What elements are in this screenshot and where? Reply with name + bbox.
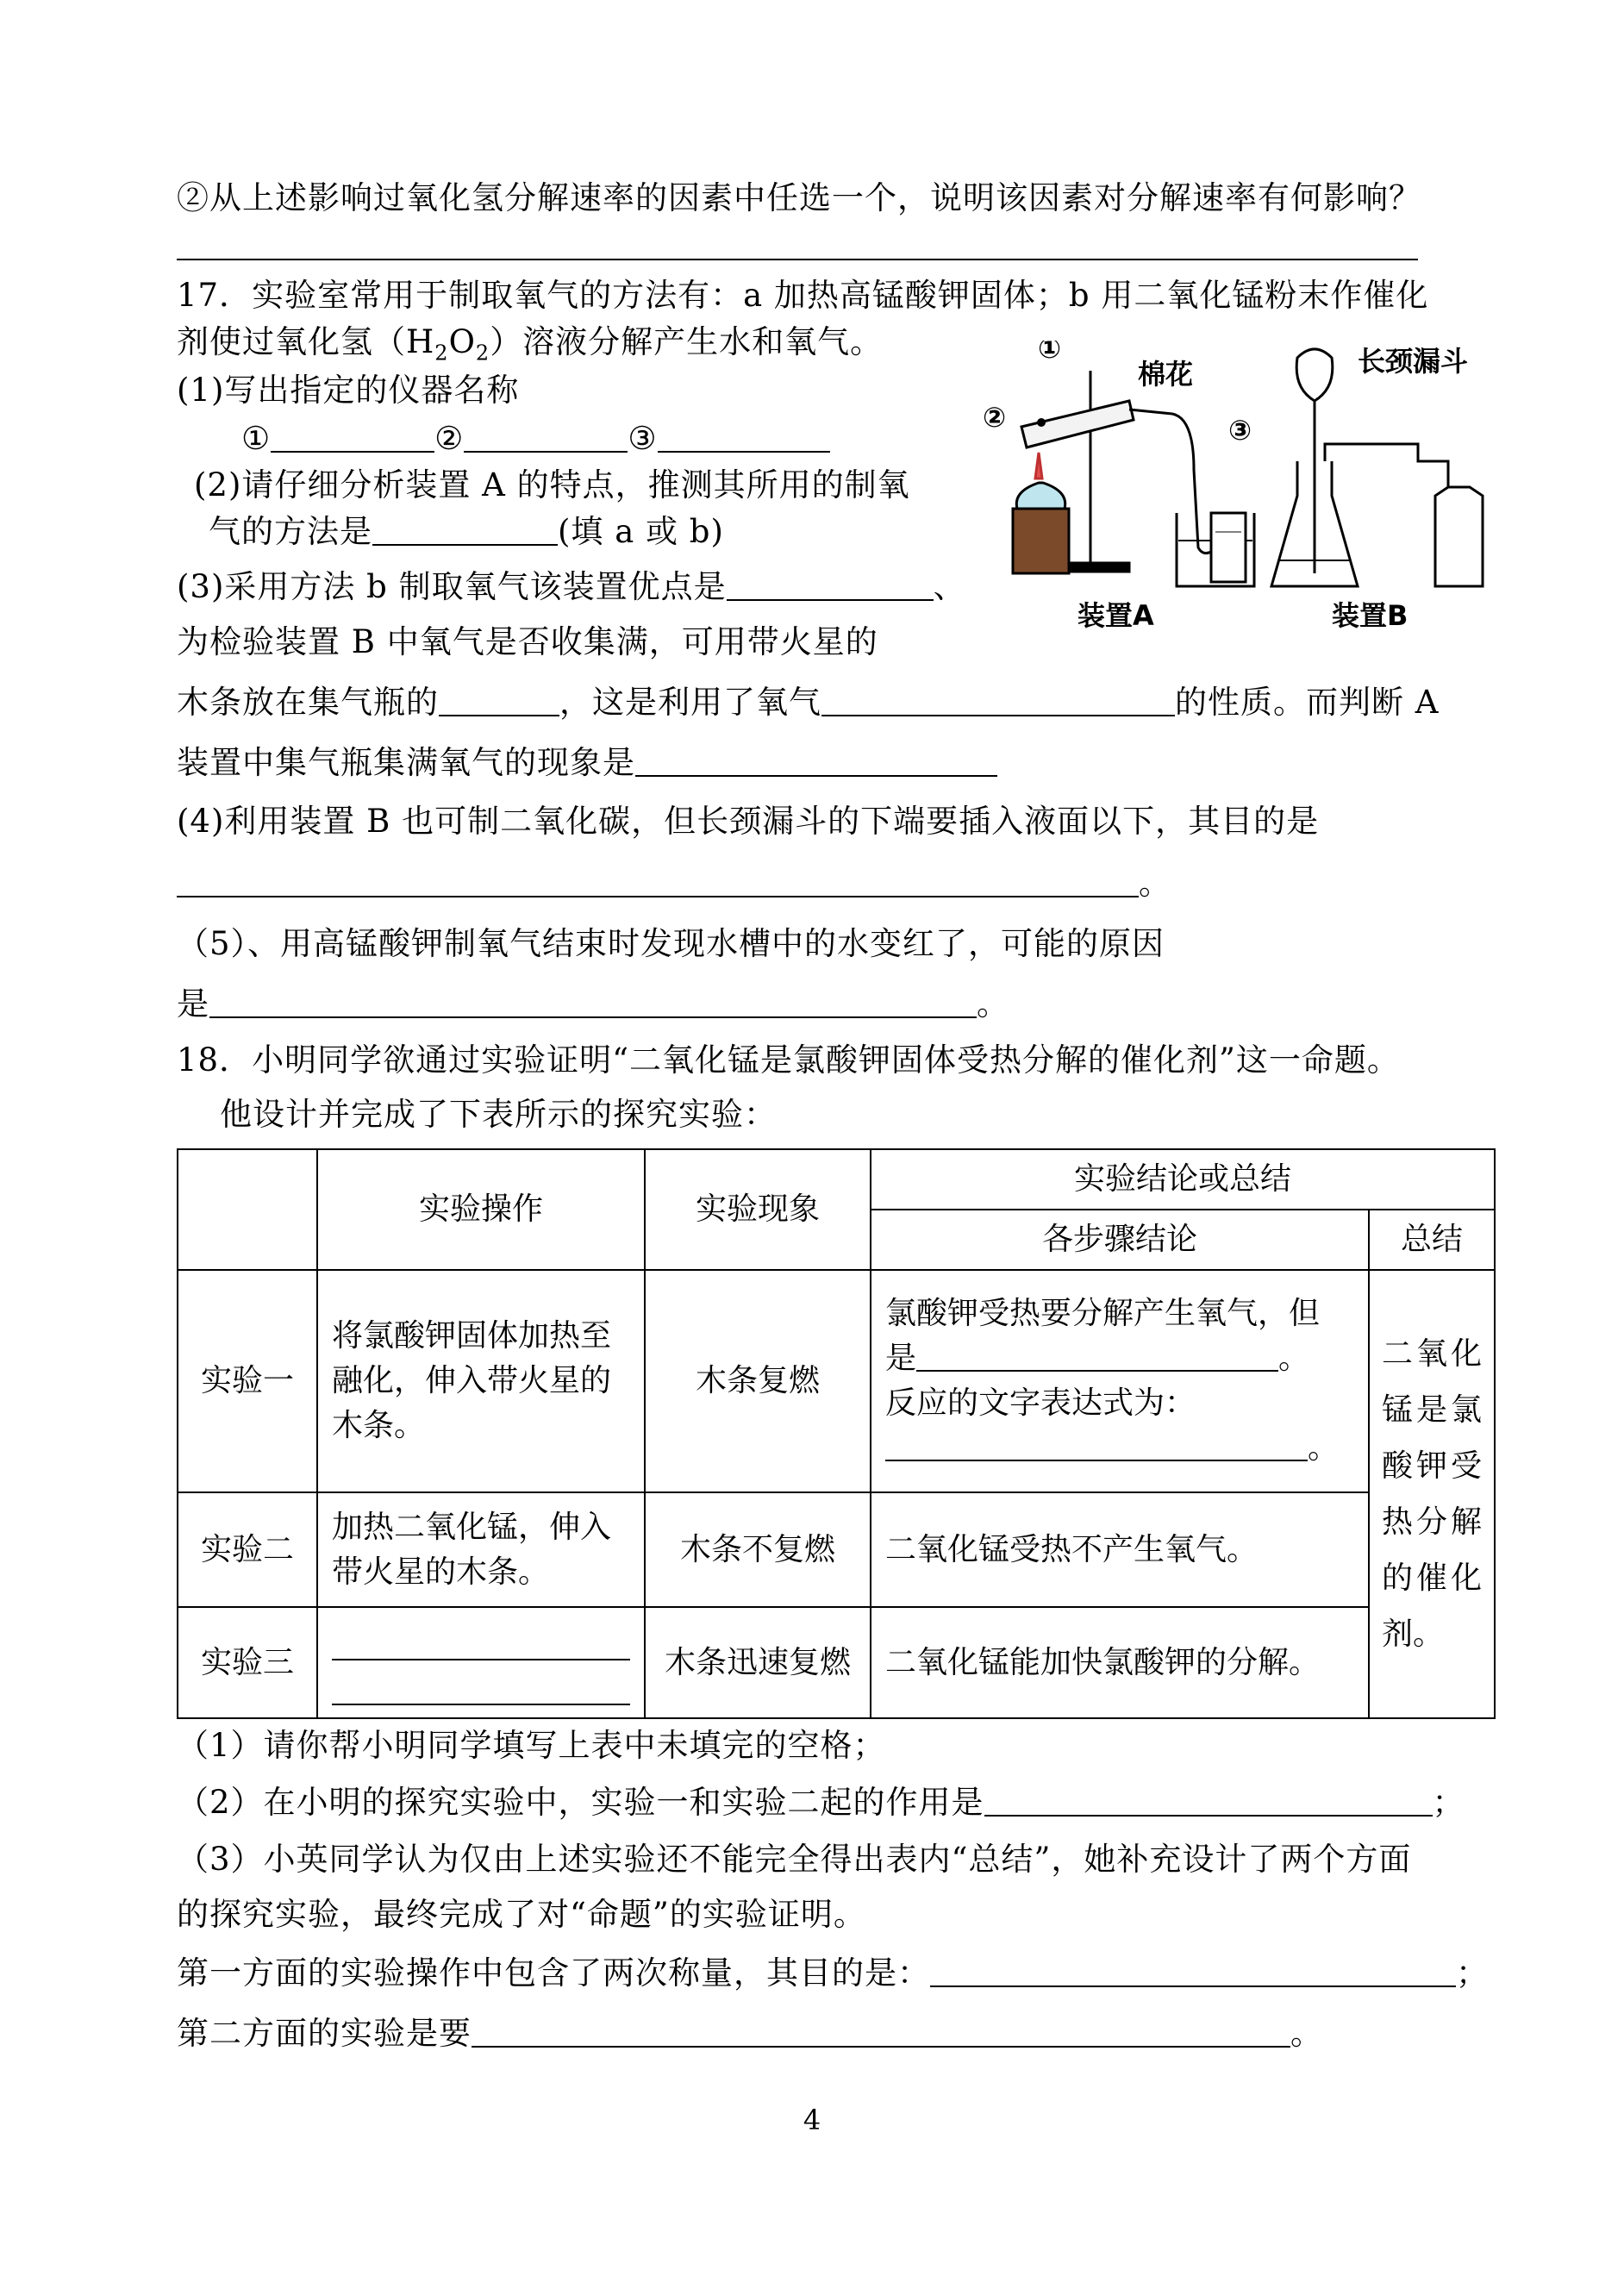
q18-stem-line-1: 18．小明同学欲通过实验证明“二氧化锰是氯酸钾固体受热分解的催化剂”这一命题。	[177, 1041, 1400, 1079]
q17-part-2-line-2: 气的方法是 (填 a 或 b)	[209, 513, 724, 550]
header-operation: 实验操作	[317, 1149, 645, 1270]
q17-part-5-line-2: 是 。	[177, 985, 1009, 1022]
row-2-operation: 加热二氧化锰，伸入带火星的木条。	[317, 1492, 645, 1607]
row-3-conclusion: 二氧化锰能加快氯酸钾的分解。	[871, 1607, 1369, 1718]
row-2-phenomenon: 木条不复燃	[645, 1492, 871, 1607]
blank-full-phenomenon[interactable]	[635, 744, 997, 777]
blank-second-aspect[interactable]	[472, 2015, 1290, 2048]
q18-sub-5: 第二方面的实验是要 。	[177, 2015, 1323, 2052]
q16-item-2: ②从上述影响过氧化氢分解速率的因素中任选一个，说明该因素对分解速率有何影响？	[177, 179, 1421, 216]
blank-table-reason[interactable]	[916, 1339, 1278, 1372]
apparatus-figure	[953, 341, 1504, 638]
summary-cell: 二氧化锰是氯酸钾受热分解的催化剂。	[1369, 1270, 1495, 1718]
answer-line	[177, 259, 1418, 260]
q18-sub-4: 第一方面的实验操作中包含了两次称量，其目的是： ；	[177, 1954, 1489, 1992]
blank-property[interactable]	[821, 684, 1175, 716]
blank-operation-1[interactable]	[332, 1621, 630, 1660]
row-1-operation: 将氯酸钾固体加热至融化，伸入带火星的木条。	[317, 1270, 645, 1492]
row-1-name: 实验一	[178, 1270, 317, 1492]
q17-part-5-line-1: （5）、用高锰酸钾制氧气结束时发现水槽中的水变红了，可能的原因	[177, 925, 1165, 962]
q17-part-4-blanks: 。	[177, 862, 1171, 905]
blank-method[interactable]	[372, 513, 558, 546]
device-b-label: 装置B	[1332, 599, 1409, 632]
row-1-conclusion: 氯酸钾受热要分解产生氧气，但 是 。 反应的文字表达式为： 。	[871, 1270, 1369, 1492]
blank-operation-2[interactable]	[332, 1666, 630, 1705]
row-2-conclusion: 二氧化锰受热不产生氧气。	[871, 1492, 1369, 1607]
header-phenomenon: 实验现象	[645, 1149, 871, 1270]
device-a-label: 装置A	[1077, 599, 1154, 632]
blank-reason[interactable]	[209, 985, 977, 1018]
q17-part-3-line-2: 为检验装置 B 中氧气是否收集满，可用带火星的	[177, 623, 878, 660]
blank-weighing-purpose[interactable]	[930, 1954, 1456, 1987]
blank-advantage[interactable]	[727, 568, 934, 601]
q17-part-2-line-1: (2)请仔细分析装置 A 的特点，推测其所用的制氧	[194, 466, 910, 503]
table-corner	[178, 1149, 317, 1270]
page-number: 4	[803, 2104, 821, 2136]
row-1-phenomenon: 木条复燃	[645, 1270, 871, 1492]
row-3-name: 实验三	[178, 1607, 317, 1718]
figure-label-3: ③	[1228, 414, 1252, 447]
row-2-name: 实验二	[178, 1492, 317, 1607]
cotton-label: 棉花	[1138, 358, 1194, 391]
apparatus-diagram	[953, 341, 1504, 638]
blank-word-equation[interactable]	[885, 1429, 1308, 1461]
experiment-table	[177, 1148, 1494, 1717]
q17-stem-line-1: 17．实验室常用于制取氧气的方法有：a 加热高锰酸钾固体；b 用二氧化锰粉末作催化	[177, 277, 1429, 314]
blank-instrument-2[interactable]	[464, 420, 628, 453]
header-summary: 总结	[1369, 1210, 1495, 1270]
q17-part-3-line-4: 装置中集气瓶集满氧气的现象是	[177, 741, 997, 785]
blank-instrument-1[interactable]	[271, 420, 434, 453]
q17-part-4: (4)利用装置 B 也可制二氧化碳，但长颈漏斗的下端要插入液面以下，其目的是	[177, 803, 1320, 840]
q18-sub-2: （2）在小明的探究实验中，实验一和实验二起的作用是 ；	[177, 1784, 1465, 1821]
blank-purpose-3[interactable]	[985, 865, 1139, 897]
q17-part-3-line-1: (3)采用方法 b 制取氧气该装置优点是 、	[177, 568, 966, 605]
header-conclusion: 实验结论或总结	[871, 1149, 1495, 1210]
blank-purpose-1[interactable]	[177, 865, 503, 897]
q17-part-1: (1)写出指定的仪器名称	[177, 372, 520, 409]
row-3-phenomenon: 木条迅速复燃	[645, 1607, 871, 1718]
q18-sub-1: （1）请你帮小明同学填写上表中未填完的空格；	[177, 1727, 886, 1764]
q17-part-1-blanks: ① ② ③	[241, 417, 830, 460]
q18-sub-3-line-1: （3）小英同学认为仅由上述实验还不能完全得出表内“总结”，她补充设计了两个方面	[177, 1841, 1412, 1878]
header-step-conclusion: 各步骤结论	[871, 1210, 1369, 1270]
funnel-label: 长颈漏斗	[1358, 345, 1469, 378]
q17-part-3-line-3: 木条放在集气瓶的 ，这是利用了氧气 的性质。而判断 A	[177, 684, 1440, 721]
row-3-operation	[317, 1607, 645, 1718]
q18-stem-line-2: 他设计并完成了下表所示的探究实验：	[220, 1096, 777, 1133]
figure-label-1: ①	[1038, 341, 1062, 365]
blank-instrument-3[interactable]	[658, 420, 830, 453]
q18-sub-3-line-2: 的探究实验，最终完成了对“命题”的实验证明。	[177, 1896, 866, 1933]
figure-label-2: ②	[983, 401, 1007, 434]
blank-purpose-2[interactable]	[503, 865, 985, 897]
blank-role[interactable]	[984, 1784, 1433, 1817]
blank-position[interactable]	[439, 684, 559, 716]
q17-stem-line-2: 剂使过氧化氢$(H_2O_2)$溶液分解产生水和氧气。	[177, 323, 884, 366]
